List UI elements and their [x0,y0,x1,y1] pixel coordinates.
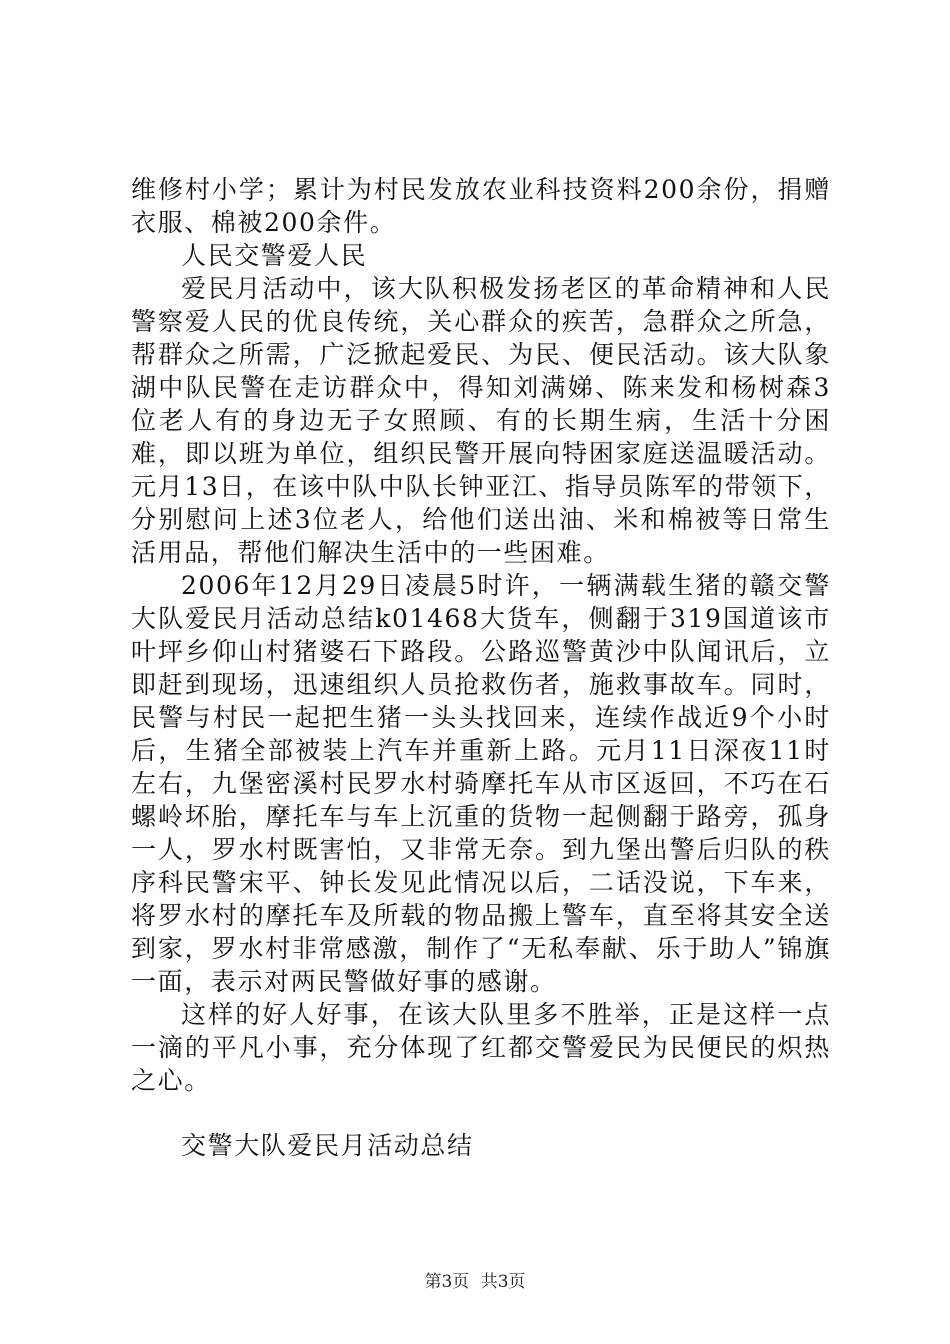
paragraph-continuation: 维修村小学；累计为村民发放农业科技资料200余份，捐赠衣服、棉被200余件。 [131,175,831,237]
page-number: 第3页 [424,1272,470,1292]
page-footer [0,1272,950,1292]
paragraph: 这样的好人好事，在该大队里多不胜举，正是这样一点一滴的平凡小事，充分体现了红都交警爱民为民便民的炽热之心。 [131,1000,831,1095]
page-total: 共3页 [480,1272,526,1292]
document-title-footer: 交警大队爱民月活动总结 [181,1131,474,1160]
paragraph: 爱民月活动中，该大队积极发扬老区的革命精神和人民警察爱人民的优良传统，关心群众的疾苦，急群众之所急，帮群众之所需，广泛掀起爱民、为民、便民活动。该大队象湖中队民警在走访群众中，得知刘满娣、陈来发和杨树森3位老人有的身边无子女照顾、有的长期生病，生活十分困难，即以班为单位，组织民警开展向特困家庭送温暖活动。元月13日，在该中队中队长钟亚江、指导员陈军的带领下，分别慰问上述3位老人，给他们送出油、米和棉被等日常生活用品，帮他们解决生活中的一些困难。 [131,274,832,567]
document-body [131,173,831,1162]
paragraph: 2006年12月29日凌晨5时许，一辆满载生猪的赣交警大队爱民月活动总结k01468大货车，侧翻于319国道该市叶坪乡仰山村猪婆石下路段。公路巡警黄沙中队闻讯后，立即赶到现场，迅速组织人员抢救伤者，施救事故车。同时，民警与村民一起把生猪一头头找回来，连续作战近9个小时后，生猪全部被装上汽车并重新上路。元月11日深夜11时左右，九堡密溪村民罗水村骑摩托车从市区返回，不巧在石螺岭坏胎，摩托车与车上沉重的货物一起侧翻于路旁，孤身一人，罗水村既害怕，又非常无奈。到九堡出警后归队的秩序科民警宋平、钟长发见此情况以后，二话没说，下车来，将罗水村的摩托车及所载的物品搬上警车，直至将其安全送到家，罗水村非常感激，制作了“无私奉献、乐于助人”锦旗一面，表示对两民警做好事的感谢。 [131,571,831,996]
section-heading: 人民交警爱人民 [181,241,368,270]
